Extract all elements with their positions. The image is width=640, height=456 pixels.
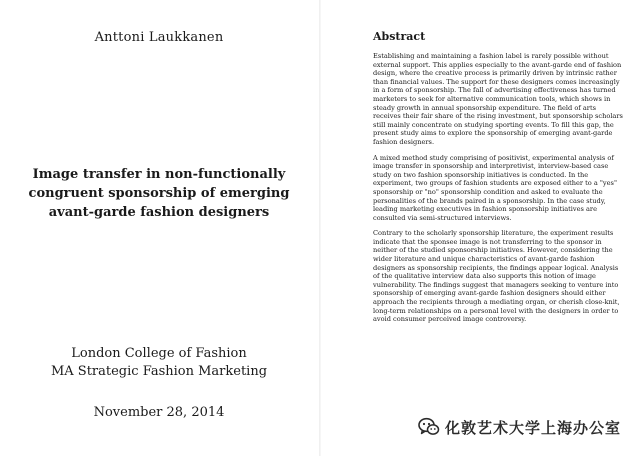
abstract-paragraph-1: Establishing and maintaining a fashion label is rarely possible without external support. This applies especially to the avant-garde end of fashion design, where the creative process is primarily driven by intrinsic rather than financial values. The support for these designers comes increasingly in a form of sponsorship. The fall of advertising effectiveness has turned marketers to seek for alternative communication tools, which shows in steady growth in annual sponsorship expenditure. The field of arts receives their fair share of the rising investment, but sponsorship scholars still mainly concentrate on studying sporting events. To fill this gap, the present study aims to explore the sponsorship of emerging avant-garde fashion designers.: [373, 52, 623, 146]
institution-name: London College of Fashion: [71, 346, 247, 361]
watermark: [418, 415, 621, 439]
programme-name: MA Strategic Fashion Marketing: [50, 364, 268, 379]
watermark-text: 化敦艺术大学上海办公室: [445, 418, 622, 437]
page-gutter: [319, 0, 321, 456]
abstract-paragraph-2: A mixed method study comprising of positivist, experimental analysis of image transfer in sponsorship and interpretivist, interview-based case study on two fashion sponsorship initiatives is conducted. In the experiment, two groups of fashion students are exposed either to a "yes" sponsorship or "no" sponsorship condition and asked to evaluate the personalities of the brands paired in a sponsorship. In the case study, leading marketing executives in fashion sponsorship initiatives are consulted via semi-structured interviews.: [373, 153, 617, 222]
abstract-paragraph-3: Contrary to the scholarly sponsorship literature, the experiment results indicate that the sponsee image is not transferring to the sponsor in neither of the studied sponsorship initiatives. However, considering the wider literature and unique characteristics of avant-garde fashion designers as sponsorship recipients, the findings appear logical. Analysis of the qualitative interview data also supports this notion of image vulnerability. The findings suggest that managers seeking to venture into sponsorship of emerging avant-garde fashion designers should either approach the recipients through a mediating organ, or cherish close-knit, long-term relationships on a personal level with the designers in order to avoid consumer perceived image controversy.: [373, 229, 620, 324]
abstract-body: [373, 52, 625, 331]
thesis-title: Image transfer in non-functionally congruent sponsorship of emerging avant-garde fashion designers: [28, 167, 290, 220]
wechat-icon: [418, 417, 440, 437]
title-page: [0, 0, 318, 456]
abstract-heading: Abstract: [373, 30, 426, 43]
submission-date: November 28, 2014: [93, 405, 225, 420]
abstract-page: [322, 0, 640, 456]
institution-block: [0, 345, 318, 381]
author-name: Anttoni Laukkanen: [94, 30, 224, 45]
